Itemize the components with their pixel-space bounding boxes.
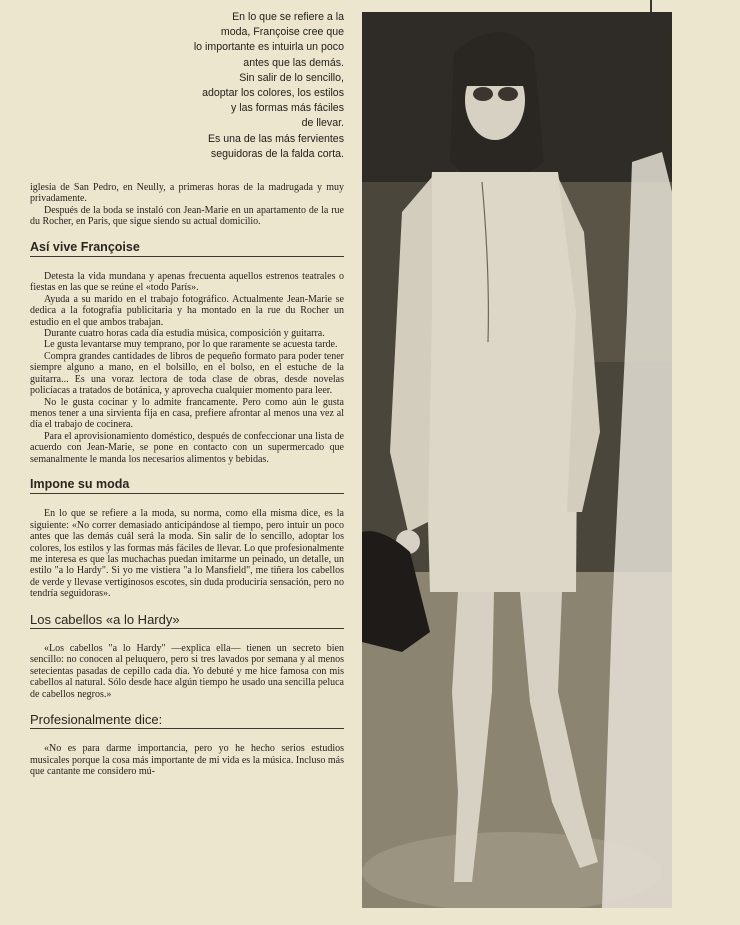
section-profesionalmente	[30, 714, 344, 778]
intro-paragraph: Después de la boda se instaló con Jean-Marie en un apartamento de la rue du Rocher, en Paris, que sigue siendo su actual domicilio.	[30, 204, 344, 228]
body-paragraph: «Los cabellos "a lo Hardy" —explica ella— tienen un secreto bien sencillo: no conocen al peluquero, pero si tres lavados por semana y al menos setecientas pasadas de cepillo cada día. Yo debuté y me hice famosa con mis cabellos al natural. Sólo desde hace algún tiempo he usado una sencilla peluca de cabellos negros.»	[30, 643, 344, 700]
body-paragraph: No le gusta cocinar y lo admite francamente. Pero como aún le gusta menos tener a una sirvienta fija en casa, prefiere afrontar al menos una vez al día el trabajo de cocinera.	[30, 396, 344, 431]
section-heading: Profesionalmente dice:	[30, 714, 344, 729]
pull-quote-line: Sin salir de lo sencillo,	[239, 71, 344, 84]
pull-quote-line: moda, Françoise cree que	[220, 26, 344, 39]
body-paragraph: Compra grandes cantidades de libros de pequeño formato para poder tener siempre alguno a mano, en el bolsillo, en el bolso, en el estuche de la guitarra... Es una voraz lectora de toda clase de obras, desde novelas policíacas a tratados de botánica, y aprovecha cualquier momento para leer.	[30, 350, 344, 397]
section-asi-vive	[30, 239, 344, 465]
body-paragraph: En lo que se refiere a la moda, su norma, como ella misma dice, es la siguiente: «No correr demasiado anticipándose al tiempo, pero intuir un poco antes que las demás cuál será la moda. Sin salir de lo sencillo, adoptar los colores, los estilos y las formas más fáciles de llevar. Lo que profesionalmente me interesa es que las muchachas puedan imitarme un peinado, un detalle, un estilo "a lo Hardy". Si yo me vistiera "a lo Mansfield", me tiñera los cabellos de verde y llevase vertiginosos escotes, sin duda produciría sensación, pero no tendría seguidoras».	[30, 508, 344, 600]
pull-quote-line: En lo que se refiere a la	[232, 11, 344, 23]
pull-quote-line: y las formas más fáciles	[230, 102, 344, 115]
pull-quote-line: de llevar.	[301, 117, 344, 130]
column-rule	[650, 0, 652, 12]
section-heading: Así vive Françoise	[30, 242, 344, 257]
section-impone-moda	[30, 476, 344, 600]
intro-paragraph: iglesia de San Pedro, en Neully, a primeras horas de la madrugada y muy privadamente.	[30, 182, 344, 205]
body-paragraph: Ayuda a su marido en el trabajo fotográfico. Actualmente Jean-Marie se dedica a la fotografía publicitaria y ha montado en la rue du Rocher un estudio en el que ambos trabajan.	[30, 293, 344, 328]
section-cabellos	[30, 611, 344, 700]
photo-illustration	[362, 12, 672, 908]
body-paragraph: Le gusta levantarse muy temprano, por lo que raramente se acuesta tarde.	[44, 339, 338, 351]
pull-quote-line: lo importante es intuirla un poco	[193, 41, 344, 54]
body-paragraph: Durante cuatro horas cada día estudia música, composición y guitarra.	[44, 328, 325, 340]
body-paragraph: Para el aprovisionamiento doméstico, después de confeccionar una lista de acuerdo con Jean-Marie, se pone en contacto con un supermercado que semanalmente le manda los necesarios alimentos y bebidas.	[30, 430, 344, 465]
section-heading: Impone su moda	[30, 479, 344, 494]
pull-quote-line: antes que las demás.	[243, 56, 344, 69]
pull-quote-line: seguidoras de la falda corta.	[210, 147, 344, 160]
section-heading: Los cabellos «a lo Hardy»	[30, 614, 344, 629]
body-paragraph: «No es para darme importancia, pero yo he hecho serios estudios musicales porque la cosa más importante de mi vida es la música. Incluso más que cantante me considero mú-	[30, 743, 344, 778]
pull-quote	[150, 10, 344, 162]
body-paragraph: Detesta la vida mundana y apenas frecuenta aquellos estrenos teatrales o fiestas en las que se reúne el «todo París».	[30, 271, 344, 294]
pull-quote-line: adoptar los colores, los estilos	[202, 87, 344, 100]
article-column	[30, 182, 344, 778]
portrait-photo	[362, 12, 672, 908]
pull-quote-line: Es una de las más fervientes	[207, 132, 344, 145]
